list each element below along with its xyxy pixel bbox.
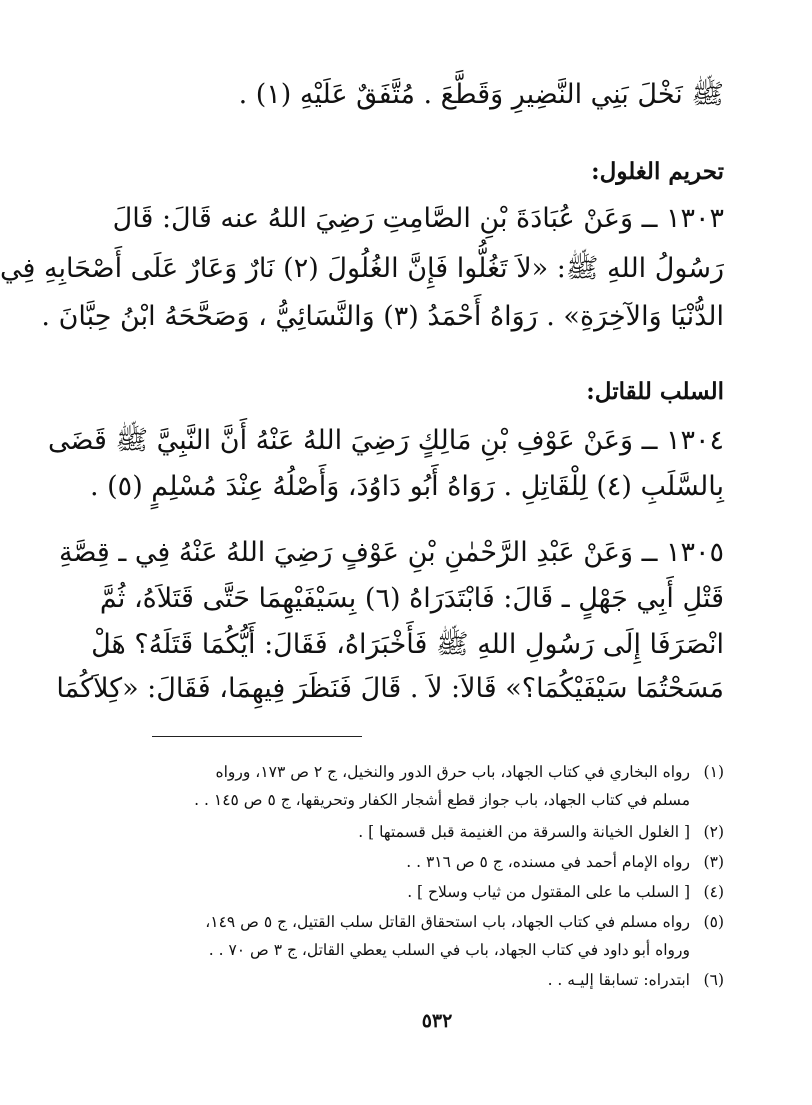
footnote-text: رواه البخاري في كتاب الجهاد، باب حرق الدور والنخيل، ج ٢ ص ١٧٣، ورواه	[215, 763, 690, 781]
hadith-1303-line-1: ١٣٠٣ ــ وَعَنْ عُبَادَةَ بْنِ الصَّامِتِ رَضِيَ اللهُ عنه قَالَ: قَالَ	[112, 203, 724, 234]
hadith-1304-line-1: ١٣٠٤ ــ وَعَنْ عَوْفِ بْنِ مَالِكٍ رَضِيَ اللهُ عَنْهُ أَنَّ النَّبِيَّ ﷺ قَضَى	[48, 425, 724, 456]
footnote-number: (٥)	[703, 913, 724, 931]
hadith-1305-line-3: انْصَرَفَا إِلَى رَسُولِ اللهِ ﷺ فَأَخْبَرَاهُ، فَقَالَ: أَيُّكُمَا قَتَلَهُ؟ هَلْ	[91, 629, 724, 660]
section-heading-salab: السلب للقاتل:	[586, 378, 724, 405]
hadith-1303-line-3: الدُّنْيَا وَالآخِرَةِ» . رَوَاهُ أَحْمَدُ (٣) وَالنَّسَائِيُّ ، وَصَحَّحَهُ ابْنُ حِبَّانَ .	[41, 301, 724, 332]
hadith-1305-line-1: ١٣٠٥ ــ وَعَنْ عَبْدِ الرَّحْمٰنِ بْنِ عَوْفٍ رَضِيَ اللهُ عَنْهُ فِي ـ قِصَّةِ	[58, 537, 724, 568]
footnote-1-continuation: مسلم في كتاب الجهاد، باب جواز قطع أشجار الكفار وتحريقها، ج ٥ ص ١٤٥ . .	[194, 791, 690, 809]
hadith-1303-line-2: رَسُولُ اللهِ ﷺ: «لاَ تَغُلُّوا فَإِنَّ الغُلُولَ (٢) نَارٌ وَعَارٌ عَلَى أَصْحَابِهِ فِي	[0, 253, 724, 284]
hadith-1304-line-2: بِالسَّلَبِ (٤) لِلْقَاتِلِ . رَوَاهُ أَبُو دَاوُدَ، وَأَصْلُهُ عِنْدَ مُسْلِمٍ (٥) .	[89, 471, 724, 502]
footnote-2	[124, 818, 724, 846]
footnote-text: [ السلب ما على المقتول من ثياب وسلاح ] .	[407, 883, 690, 901]
footnote-number: (٦)	[703, 971, 724, 989]
footnote-text: رواه الإمام أحمد في مسنده، ج ٥ ص ٣١٦ . .	[406, 853, 690, 871]
footnote-separator	[152, 736, 362, 737]
footnote-3	[124, 848, 724, 876]
footnote-5	[124, 908, 724, 936]
body-line-1: ﷺ نَخْلَ بَنِي النَّضِيرِ وَقَطَّعَ . مُتَّفَقٌ عَلَيْهِ (١) .	[238, 79, 724, 110]
section-heading-ghulul: تحريم الغلول:	[591, 158, 724, 185]
footnote-number: (٣)	[703, 853, 724, 871]
footnote-6	[124, 966, 724, 994]
footnote-4	[124, 878, 724, 906]
footnote-number: (١)	[703, 763, 724, 781]
footnote-text: ابتدراه: تسابقا إليـه . .	[547, 971, 690, 989]
hadith-1305-line-2: قَتْلِ أَبِي جَهْلٍ ـ قَالَ: فَابْتَدَرَاهُ (٦) بِسَيْفَيْهِمَا حَتَّى قَتَلاَهُ، ثُمَّ	[99, 583, 724, 614]
footnote-number: (٤)	[703, 883, 724, 901]
footnote-5-continuation: ورواه أبو داود في كتاب الجهاد، باب في السلب يعطي القاتل، ج ٣ ص ٧٠ . .	[208, 941, 690, 959]
footnote-text: [ الغلول الخيانة والسرقة من الغنيمة قبل قسمتها ] .	[358, 823, 690, 841]
page-number: ٥٣٢	[421, 1010, 453, 1032]
footnote-text: رواه مسلم في كتاب الجهاد، باب استحقاق القاتل سلب القتيل، ج ٥ ص ١٤٩،	[205, 913, 690, 931]
hadith-1305-line-4: مَسَحْتُمَا سَيْفَيْكُمَا؟» قَالاَ: لاَ . قَالَ فَنَظَرَ فِيهِمَا، فَقَالَ: «كِلاَكُمَا	[56, 673, 724, 704]
footnote-number: (٢)	[703, 823, 724, 841]
footnote-1	[124, 758, 724, 786]
